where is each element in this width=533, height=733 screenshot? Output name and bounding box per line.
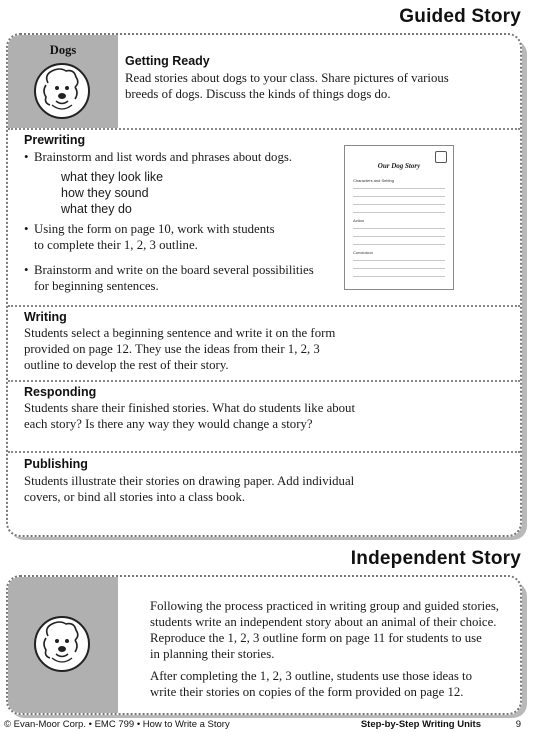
list-item: what they look like [61, 170, 164, 184]
text-line: in planning their stories. [150, 647, 275, 661]
prewriting-heading: Prewriting [24, 133, 86, 147]
thumbnail-section-label: Characters and Setting [353, 178, 394, 183]
responding-heading: Responding [24, 385, 97, 399]
dog-icon [30, 614, 94, 674]
guided-story-box [6, 33, 522, 537]
text-line: After completing the 1, 2, 3 outline, students use those ideas to [150, 669, 472, 683]
prewriting-list [61, 169, 163, 217]
thumbnail-section-label: Action [353, 218, 365, 223]
topic-label: Dogs [49, 43, 77, 57]
text-line: Reproduce the 1, 2, 3 outline form on page 11 for students to use [150, 631, 482, 645]
thumbnail-line [353, 212, 445, 213]
independent-story-box [6, 575, 522, 715]
thumbnail-section-label: Conclusion [353, 250, 373, 255]
getting-ready-heading: Getting Ready [125, 54, 210, 68]
footer-series: Step-by-Step Writing Units [360, 719, 481, 730]
prewriting-bullet-1: • Brainstorm and list words and phrases about dogs. [24, 150, 293, 164]
thumbnail-line [353, 204, 445, 205]
text-line: Students share their finished stories. What do students like about [24, 401, 356, 415]
writing-heading: Writing [24, 310, 67, 324]
text-line: Read stories about dogs to your class. Share pictures of various [125, 71, 449, 85]
list-item: how they sound [61, 186, 149, 200]
independent-paragraph-2 [150, 668, 472, 700]
publishing-text [24, 473, 354, 505]
thumbnail-line [353, 196, 445, 197]
independent-paragraph-1 [150, 598, 499, 662]
bullet-text: Using the form on page 10, work with students [34, 222, 275, 236]
section-divider [8, 451, 520, 453]
page-number: 9 [515, 719, 521, 730]
prewriting-bullet-3: • Brainstorm and write on the board several possibilities for beginning sentences. [24, 263, 314, 293]
publishing-heading: Publishing [24, 457, 88, 471]
bullet-text: to complete their 1, 2, 3 outline. [34, 238, 198, 252]
thumbnail-line [353, 276, 445, 277]
prewriting-bullet-2: • Using the form on page 10, work with students to complete their 1, 2, 3 outline. [24, 222, 275, 252]
text-line: write their stories on copies of the form provided on page 12. [150, 685, 464, 699]
bullet-text: Brainstorm and list words and phrases about dogs. [34, 150, 293, 164]
text-line: outline to develop the rest of their story. [24, 358, 229, 372]
thumbnail-title: Our Dog Story [377, 162, 421, 170]
responding-text [24, 400, 355, 432]
text-line: Following the process practiced in writing group and guided stories, [150, 599, 500, 613]
text-line: breeds of dogs. Discuss the kinds of things dogs do. [125, 87, 391, 101]
topic-panel [8, 577, 118, 713]
text-line: each story? Is there any way they would change a story? [24, 417, 313, 431]
thumbnail-line [353, 260, 445, 261]
bullet-text: Brainstorm and write on the board several possibilities [34, 263, 314, 277]
footer-copyright: © Evan-Moor Corp. • EMC 799 • How to Write a Story [4, 719, 230, 730]
topic-panel [8, 35, 118, 128]
thumbnail-line [353, 268, 445, 269]
section-divider [8, 305, 520, 307]
text-line: provided on page 12. They use the ideas from their 1, 2, 3 [24, 342, 320, 356]
thumbnail-line [353, 188, 445, 189]
bullet-text: for beginning sentences. [34, 279, 159, 293]
text-line: students write an independent story about an animal of their choice. [150, 615, 497, 629]
guided-story-title: Guided Story [399, 6, 521, 27]
text-line: covers, or bind all stories into a class book. [24, 490, 246, 504]
thumbnail-line [353, 244, 445, 245]
independent-story-title: Independent Story [350, 548, 521, 569]
thumbnail-line [353, 228, 445, 229]
writing-text [24, 325, 335, 373]
dog-icon [30, 61, 94, 121]
text-line: Students illustrate their stories on drawing paper. Add individual [24, 474, 355, 488]
section-divider [8, 128, 520, 130]
getting-ready-text [125, 70, 449, 102]
text-line: Students select a beginning sentence and write it on the form [24, 326, 336, 340]
thumbnail-line [353, 236, 445, 237]
form-thumbnail [344, 145, 454, 290]
section-divider [8, 380, 520, 382]
list-item: what they do [61, 202, 132, 216]
